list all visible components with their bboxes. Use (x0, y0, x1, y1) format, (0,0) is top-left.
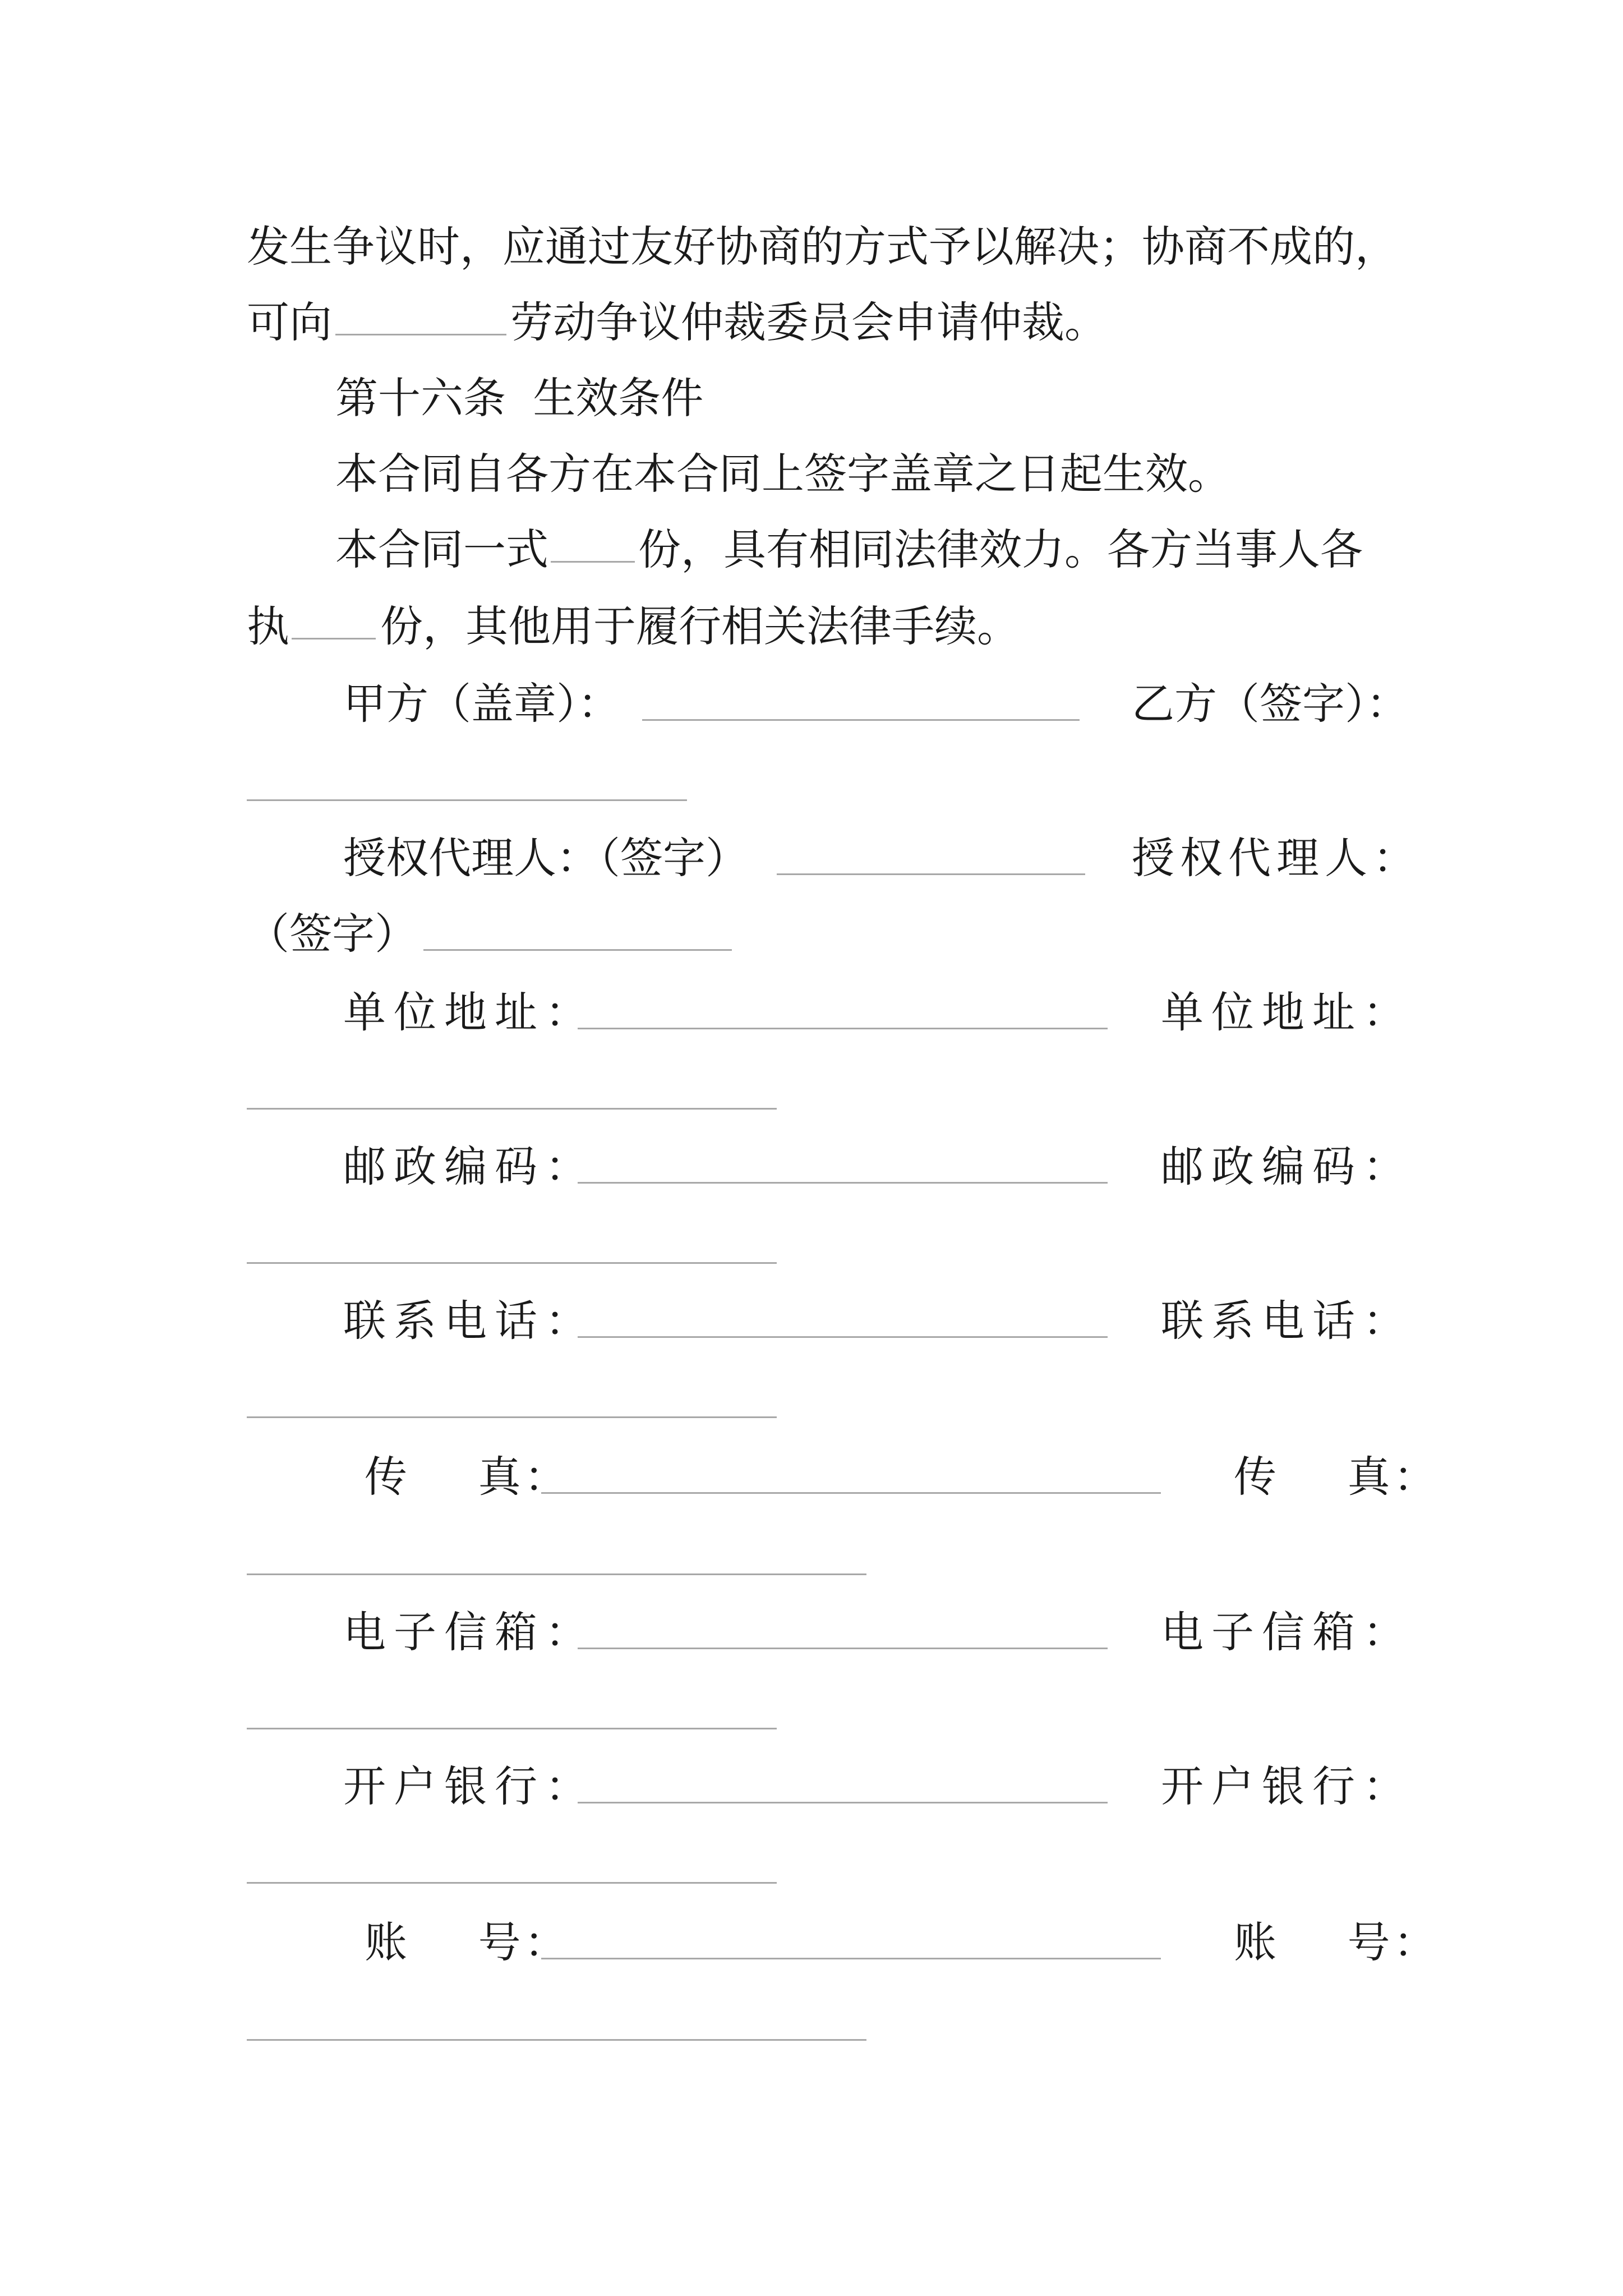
fax-label-b: 传 真： (1234, 1452, 1440, 1502)
postcode-a-blank (578, 1182, 1108, 1184)
postcode-label-b: 邮政编码： (1161, 1142, 1413, 1191)
party-b-label: 乙方（签字）： (1132, 679, 1409, 729)
agent-b-sign-blank (423, 949, 732, 951)
phone-b-blank (247, 1416, 777, 1418)
clause15-text-1: 发生争议时，应通过友好协商的方式予以解决；协商不成的， (247, 222, 1398, 272)
bank-a-blank (578, 1802, 1108, 1803)
postcode-b-blank (247, 1262, 777, 1264)
bank-label-b: 开户银行： (1161, 1761, 1413, 1811)
address-b-blank (247, 1108, 777, 1110)
address-label-a: 单位地址： (343, 987, 596, 1037)
clause16-para2a: 本合同一式 (335, 524, 548, 574)
account-label-a: 账 号： (365, 1917, 570, 1967)
party-a-label: 甲方（盖章）： (343, 679, 620, 729)
phone-a-blank (578, 1336, 1108, 1338)
copies-each-blank (292, 638, 376, 639)
fax-b-blank (247, 1573, 866, 1575)
email-b-blank (247, 1728, 777, 1729)
phone-label-a: 联系电话： (343, 1296, 596, 1346)
account-a-blank (541, 1958, 1161, 1959)
postcode-label-a: 邮政编码： (343, 1142, 596, 1191)
email-a-blank (578, 1648, 1108, 1649)
bank-b-blank (247, 1882, 777, 1884)
phone-label-b: 联系电话： (1161, 1296, 1413, 1346)
clause16-para3b: 份，其他用于履行相关法律手续。 (380, 601, 1020, 651)
account-label-b: 账 号： (1234, 1917, 1440, 1967)
address-a-blank (578, 1028, 1108, 1029)
agent-a-label: 授权代理人：（签字） (343, 833, 748, 883)
bank-label-a: 开户银行： (343, 1761, 596, 1811)
clause16-para1: 本合同自各方在本合同上签字盖章之日起生效。 (335, 449, 1230, 499)
clause15-text-2b: 劳动争议仲裁委员会申请仲裁。 (510, 297, 1107, 347)
clause15-text-2a: 可向 (247, 297, 332, 347)
arbitration-committee-blank (335, 334, 506, 335)
clause16-para3a: 执 (247, 601, 289, 651)
email-label-a: 电子信箱： (343, 1607, 596, 1657)
clause16-heading: 第十六条 生效条件 (335, 373, 704, 423)
party-a-seal-blank (642, 719, 1080, 721)
email-label-b: 电子信箱： (1161, 1607, 1413, 1657)
account-b-blank (247, 2039, 866, 2041)
fax-a-blank (541, 1492, 1161, 1494)
agent-b-label: 授权代理人： (1132, 833, 1421, 883)
copies-total-blank (551, 561, 635, 563)
address-label-b: 单位地址： (1161, 987, 1413, 1037)
fax-label-a: 传 真： (365, 1452, 570, 1502)
party-b-sign-blank (247, 799, 687, 801)
clause16-para2b: 份，具有相同法律效力。各方当事人各 (638, 524, 1363, 574)
agent-b-sign-label: （签字） (247, 909, 417, 959)
agent-a-sign-blank (777, 873, 1085, 875)
